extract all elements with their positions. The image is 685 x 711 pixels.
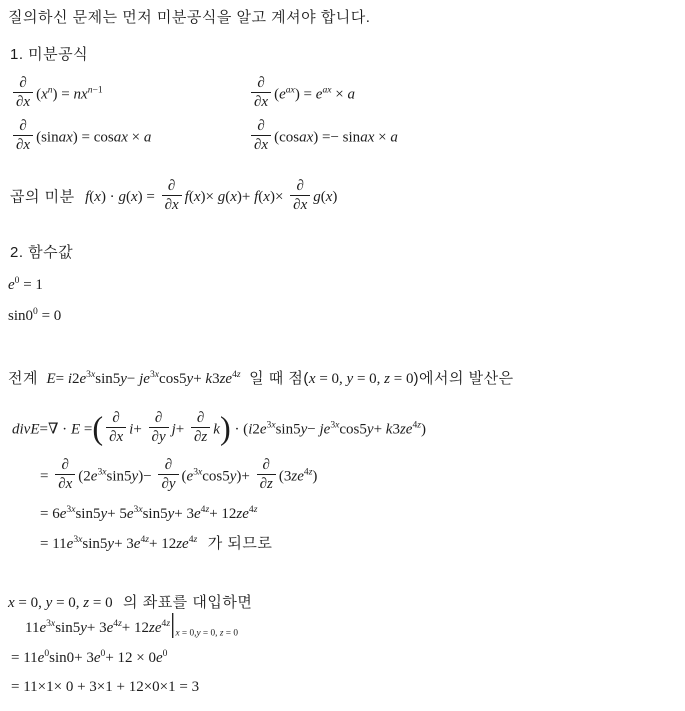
solution-step3-suffix: 가 되므로 <box>207 535 273 553</box>
divergence-expansion: divE=∇ · E =( $\frac{\partial}{\partial x}$ i+ $\frac{\partial}{\partial y}$ j+ $\frac{\partial}{\partial z}$ $k) \cdot (i2e^{3x}\sin 5y- je^{3x}\cos 5y+ k3ze^{4z})$ <box>12 409 426 446</box>
problem-prefix: 전계 <box>8 370 38 388</box>
solution-step2: = $6e^{3x}\sin 5y+ 5e^{3x}\sin 5y+ 3e^{4z}+ 12ze^{4z}$ <box>40 503 258 522</box>
derivative-formula-grid <box>10 74 685 156</box>
cos-rule-formula: $\frac{\partial}{\partial x}$ (cosax) =− sinax × a <box>248 120 685 156</box>
evaluated-expression: $11e^{3x}\sin 5y+ 3e^{4z}+ 12ze^{4z}|_{x = 0,y = 0, z = 0}$ <box>25 608 238 639</box>
product-rule-label: 곱의 미분 <box>10 187 75 205</box>
intro-text: 질의하신 문제는 먼저 미분공식을 알고 계셔야 합니다. <box>8 9 371 26</box>
solution-step3-formula: = $11e^{3x}\sin 5y+ 3e^{4z}+ 12ze^{4z}$ <box>40 534 198 553</box>
substitution-intro <box>8 592 685 614</box>
product-rule-formula: f(x) · g(x) = $\frac{\partial}{\partial x}$ f(x)× g(x)+ f(x)× $\frac{\partial}{\partial x}$ g(x) <box>85 177 338 213</box>
final-result: = 11×1× 0 + 3×1 + 12×0×1 = 3 <box>11 678 200 695</box>
power-rule-formula: $\frac{\partial}{\partial x}$ $(x^n) = nx^{n-1}$ <box>10 77 248 113</box>
product-rule-line <box>10 177 685 216</box>
exp-value-formula: $e^0 = 1$ <box>8 274 43 293</box>
section1-title: 1. 미분공식 <box>10 46 89 64</box>
solution-step1: = $\frac{\partial}{\partial x}$ $(2e^{3x}\sin 5y)-$ $\frac{\partial}{\partial y}$ $(e^{3x}\cos 5y)+$ $\frac{\partial}{\partial z}$ $(3ze^{4z})$ <box>40 456 318 493</box>
sin-rule-formula: $\frac{\partial}{\partial x}$ (sinax) = cosax × a <box>10 120 248 156</box>
sin-value-formula: $\sin 0^0 = 0$ <box>8 306 62 324</box>
problem-suffix: )에서의 발산은 <box>413 370 514 388</box>
exp-rule-formula: $\frac{\partial}{\partial x}$ $(e^{ax}) = e^{ax} \times a$ <box>248 77 685 113</box>
solution-step3 <box>7 533 685 555</box>
section2-title: 2. 함수값 <box>10 243 74 261</box>
field-expression: $E= i2e^{3x}\sin 5y- je^{3x}\cos 5y+ k3ze^{4z}$ <box>46 369 241 388</box>
problem-middle: 일 때 점( <box>249 370 309 388</box>
point-coordinates: x = 0, y = 0, z = 0 <box>308 371 414 388</box>
substitution-intro-text: 의 좌표를 대입하면 <box>123 593 253 611</box>
substitution-step: = $11e^0\sin 0+ 3e^0+ 12 \times 0e^0$ <box>11 647 168 666</box>
problem-statement <box>8 368 685 390</box>
coordinate-values: x = 0, y = 0, z = 0 <box>8 594 113 611</box>
